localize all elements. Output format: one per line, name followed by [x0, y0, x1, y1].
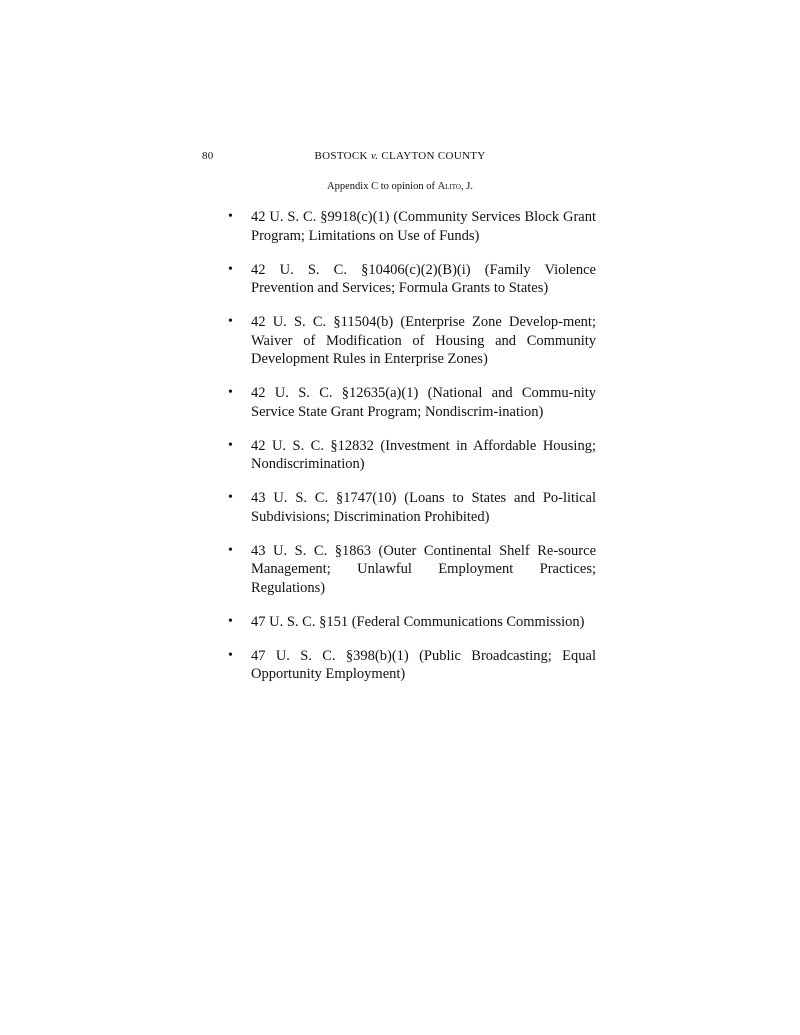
case-name-left: BOSTOCK — [314, 150, 368, 162]
statute-text: 42 U. S. C. §10406(c)(2)(B)(i) (Family Violence Prevention and Services; Formula Grants to States) — [251, 261, 596, 296]
list-item — [228, 489, 596, 526]
list-item — [228, 647, 596, 684]
case-versus: v. — [370, 150, 379, 162]
bullet-icon: • — [228, 314, 233, 329]
bullet-icon: • — [228, 209, 233, 224]
bullet-icon: • — [228, 385, 233, 400]
statute-list — [228, 208, 596, 699]
list-item — [228, 208, 596, 245]
statute-text: 42 U. S. C. §11504(b) (Enterprise Zone Develop-ment; Waiver of Modification of Housing and Community Development Rules in Enterprise Zones) — [251, 314, 596, 367]
appendix-justice: Alito — [437, 181, 461, 192]
list-item — [228, 613, 596, 632]
statute-text: 43 U. S. C. §1863 (Outer Continental Shelf Re-source Management; Unlawful Employment Practices; Regulations) — [251, 542, 596, 596]
appendix-subhead — [0, 181, 800, 192]
bullet-icon: • — [228, 490, 233, 505]
page-number: 80 — [202, 150, 214, 162]
statute-text: 47 U. S. C. §151 (Federal Communications Commission) — [251, 613, 585, 630]
list-item — [228, 437, 596, 474]
statute-text: 43 U. S. C. §1747(10) (Loans to States and Po-litical Subdivisions; Discrimination Prohibited) — [251, 490, 596, 525]
list-item — [228, 384, 596, 421]
appendix-suffix: , J. — [460, 181, 473, 192]
statute-text: 42 U. S. C. §12832 (Investment in Affordable Housing; Nondiscrimination) — [251, 437, 596, 472]
list-item — [228, 313, 596, 369]
list-item — [228, 542, 596, 598]
case-name-right: CLAYTON COUNTY — [381, 150, 486, 162]
bullet-icon: • — [228, 613, 233, 629]
bullet-icon: • — [228, 261, 233, 277]
statute-text: 42 U. S. C. §12635(a)(1) (National and Commu-nity Service State Grant Program; Nondiscrim-ination) — [251, 385, 596, 420]
list-item — [228, 261, 596, 298]
bullet-icon: • — [228, 437, 233, 453]
running-head — [0, 150, 800, 162]
bullet-icon: • — [228, 647, 233, 663]
statute-text: 42 U. S. C. §9918(c)(1) (Community Services Block Grant Program; Limitations on Use of Funds) — [251, 209, 596, 244]
statute-text: 47 U. S. C. §398(b)(1) (Public Broadcasting; Equal Opportunity Employment) — [251, 647, 596, 682]
appendix-prefix: Appendix C to opinion of — [327, 181, 435, 192]
bullet-icon: • — [228, 542, 233, 558]
